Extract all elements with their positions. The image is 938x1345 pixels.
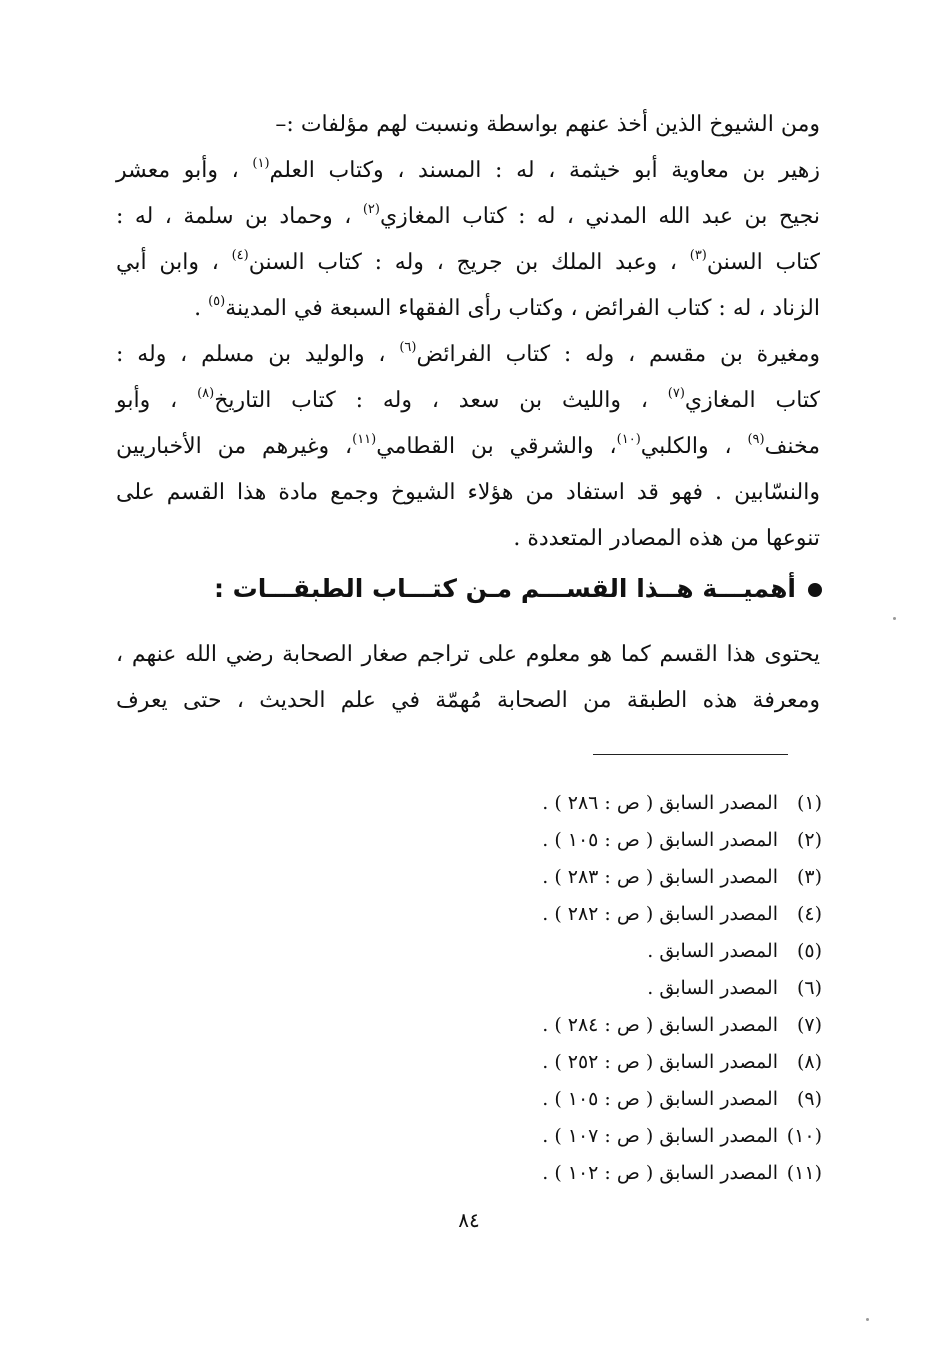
line-text: ، وأبو معشر <box>116 158 253 183</box>
footnote-ref: (٦) <box>399 340 417 355</box>
footnote-item <box>262 821 822 859</box>
line-text: ، وابن أبي <box>116 250 232 275</box>
line-text: ، وحماد بن سلمة ، له : <box>116 204 363 229</box>
text-line <box>116 632 820 678</box>
line-text: زهير بن معاوية أبو خيثمة ، له : المسند ، وكتاب العلم <box>269 158 820 183</box>
line-text: تنوعها من هذه المصادر المتعددة . <box>513 526 820 551</box>
line-text: نجيح بن عبد الله المدني ، له : كتاب المغازي <box>379 204 821 229</box>
footnote-number: (٤) <box>796 903 822 925</box>
scan-speck <box>866 1318 869 1321</box>
footnote-text: المصدر السابق . <box>647 940 778 962</box>
line-text: ، وأبو <box>116 388 198 413</box>
footnote-text: المصدر السابق ( ص : ١٠٥ ) . <box>542 829 778 851</box>
footnote-item <box>262 969 822 1007</box>
text-line <box>116 424 820 470</box>
footnote-item <box>262 858 822 896</box>
scan-speck <box>893 617 896 620</box>
footnote-number: (٣) <box>796 866 822 888</box>
text-line <box>116 148 820 194</box>
line-text: ، وغيرهم من الأخباريين <box>116 434 353 459</box>
footnote-text: المصدر السابق ( ص : ١٠٧ ) . <box>542 1125 778 1147</box>
footnote-item <box>262 1043 822 1081</box>
footnote-item <box>262 1154 822 1192</box>
text-line <box>116 194 820 240</box>
footnote-ref: (٣) <box>689 248 707 263</box>
footnote-text: المصدر السابق ( ص : ٢٨٤ ) . <box>542 1014 778 1036</box>
footnote-ref: (١٠) <box>616 432 641 447</box>
footnote-item <box>262 1006 822 1044</box>
footnote-text: المصدر السابق ( ص : ٢٨٦ ) . <box>542 792 778 814</box>
line-text: ومعرفة هذه الطبقة من الصحابة مُهمّة في علم الحديث ، حتى يعرف <box>116 688 820 713</box>
footnote-ref: (١) <box>252 156 270 171</box>
text-line <box>116 102 820 148</box>
line-text: والنسّابين . فهو قد استفاد من هؤلاء الشيوخ وجمع مادة هذا القسم على <box>116 480 820 505</box>
line-text: ، والليث بن سعد ، وله : كتاب التاريخ <box>214 388 668 413</box>
footnote-item <box>262 784 822 822</box>
text-line <box>116 378 820 424</box>
footnote-number: (٢) <box>796 829 822 851</box>
footnote-ref: (٥) <box>208 294 226 309</box>
footnote-number: (٧) <box>796 1014 822 1036</box>
footnote-text: المصدر السابق . <box>647 977 778 999</box>
heading-text: أهميـــة هــذا القســـم مـن كتـــاب الطبقـــات : <box>213 574 796 603</box>
footnote-number: (٨) <box>796 1051 822 1073</box>
footnote-ref: (٩) <box>747 432 765 447</box>
footnote-number: (١١) <box>786 1162 822 1184</box>
footnote-number: (١٠) <box>786 1125 822 1147</box>
footnote-ref: (٨) <box>197 386 215 401</box>
text-line <box>116 332 820 378</box>
text-line <box>116 240 820 286</box>
footnote-item <box>262 1080 822 1118</box>
bullet-icon <box>808 583 822 597</box>
footnote-text: المصدر السابق ( ص : ٢٥٢ ) . <box>542 1051 778 1073</box>
footnote-text: المصدر السابق ( ص : ١٠٢ ) . <box>542 1162 778 1184</box>
text-line <box>116 516 820 562</box>
line-text: ، والوليد بن مسلم ، وله : <box>116 342 400 367</box>
footnote-text: المصدر السابق ( ص : ٢٨٣ ) . <box>542 866 778 888</box>
footnote-number: (٥) <box>796 940 822 962</box>
line-text: الزناد ، له : كتاب الفرائض ، وكتاب رأى الفقهاء السبعة في المدينة <box>225 296 820 321</box>
footnote-ref: (٢) <box>362 202 380 217</box>
footnote-text: المصدر السابق ( ص : ١٠٥ ) . <box>542 1088 778 1110</box>
text-line <box>116 470 820 516</box>
footnote-ref: (١١) <box>352 432 377 447</box>
footnote-item <box>262 1117 822 1155</box>
line-text: مخنف <box>764 434 821 459</box>
footnote-text: المصدر السابق ( ص : ٢٨٢ ) . <box>542 903 778 925</box>
footnote-separator <box>593 754 788 755</box>
line-text: . <box>194 296 209 321</box>
footnote-number: (١) <box>796 792 822 814</box>
footnote-number: (٦) <box>796 977 822 999</box>
page-number: ٨٤ <box>458 1208 480 1232</box>
footnote-ref: (٧) <box>667 386 685 401</box>
section-heading <box>118 565 822 613</box>
line-text: كتاب المغازي <box>684 388 821 413</box>
line-text: ، والكلبي <box>640 434 748 459</box>
line-text: ومغيرة بن مقسم ، وله : كتاب الفرائض <box>416 342 820 367</box>
footnote-number: (٩) <box>796 1088 822 1110</box>
footnote-item <box>262 932 822 970</box>
line-text: ، والشرقي بن القطامي <box>376 434 617 459</box>
line-text: ، وعبد الملك بن جريج ، وله : كتاب السنن <box>248 250 690 275</box>
line-text: يحتوى هذا القسم كما هو معلوم على تراجم صغار الصحابة رضي الله عنهم ، <box>116 642 820 667</box>
footnote-ref: (٤) <box>231 248 249 263</box>
line-text: كتاب السنن <box>706 250 820 275</box>
text-line <box>116 678 820 724</box>
text-line <box>116 286 820 332</box>
footnote-item <box>262 895 822 933</box>
line-text: ومن الشيوخ الذين أخذ عنهم بواسطة ونسبت لهم مؤلفات :– <box>275 112 820 137</box>
